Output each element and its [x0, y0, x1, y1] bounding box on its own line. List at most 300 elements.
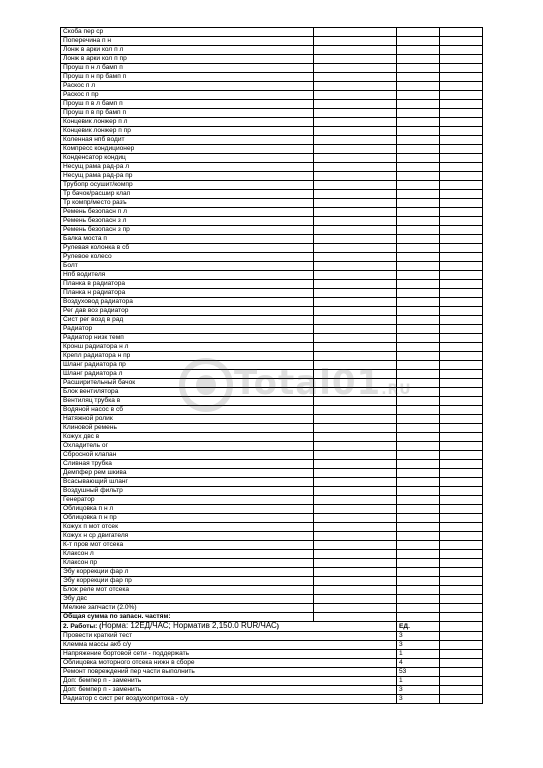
- part-cell: [314, 172, 397, 181]
- part-name: Проуш п н л бамп п: [61, 64, 314, 73]
- part-name: Лонж в арки кол п пр: [61, 55, 314, 64]
- part-cell: [397, 595, 440, 604]
- part-cell: [314, 478, 397, 487]
- part-cell: [397, 190, 440, 199]
- part-cell: [314, 352, 397, 361]
- part-name: Коленная нпб водит: [61, 136, 314, 145]
- part-cell: [397, 199, 440, 208]
- part-cell: [314, 64, 397, 73]
- part-cell: [397, 469, 440, 478]
- part-cell: [397, 172, 440, 181]
- part-cell: [314, 325, 397, 334]
- part-name: Нпб водителя: [61, 271, 314, 280]
- part-cell: [314, 28, 397, 37]
- part-cell: [397, 208, 440, 217]
- part-cell: [314, 127, 397, 136]
- part-cell: [397, 586, 440, 595]
- part-cell: [314, 37, 397, 46]
- part-name: Компресс кондиционер: [61, 145, 314, 154]
- part-cell: [397, 568, 440, 577]
- part-cell: [397, 388, 440, 397]
- part-cell: [314, 199, 397, 208]
- part-name: Кожух н ср двигателя: [61, 532, 314, 541]
- part-name: Кожух двс в: [61, 433, 314, 442]
- part-row: [61, 136, 483, 145]
- part-row: [61, 280, 483, 289]
- part-name: Рулевое колесо: [61, 253, 314, 262]
- part-name: Конденсатор кондиц: [61, 154, 314, 163]
- part-cell: [440, 361, 483, 370]
- part-name: Клаксон пр: [61, 559, 314, 568]
- part-name: Болт: [61, 262, 314, 271]
- part-row: [61, 253, 483, 262]
- part-row: [61, 190, 483, 199]
- parts-rows: [61, 28, 483, 613]
- part-cell: [440, 451, 483, 460]
- work-units: 4: [397, 659, 440, 668]
- part-cell: [440, 550, 483, 559]
- part-cell: [314, 109, 397, 118]
- part-cell: [440, 460, 483, 469]
- part-row: [61, 82, 483, 91]
- part-name: Раскос п пр: [61, 91, 314, 100]
- part-cell: [440, 487, 483, 496]
- part-cell: [440, 199, 483, 208]
- part-cell: [314, 334, 397, 343]
- part-cell: [314, 316, 397, 325]
- part-cell: [440, 109, 483, 118]
- part-row: [61, 325, 483, 334]
- part-row: [61, 37, 483, 46]
- part-cell: [397, 298, 440, 307]
- work-cell: [440, 650, 483, 659]
- work-cell: [440, 695, 483, 704]
- part-name: Сбросной клапан: [61, 451, 314, 460]
- part-row: [61, 127, 483, 136]
- part-cell: [314, 568, 397, 577]
- part-cell: [440, 523, 483, 532]
- part-cell: [397, 226, 440, 235]
- part-row: [61, 514, 483, 523]
- part-cell: [314, 523, 397, 532]
- part-cell: [397, 136, 440, 145]
- part-cell: [397, 262, 440, 271]
- part-cell: [397, 433, 440, 442]
- part-row: [61, 361, 483, 370]
- part-name: Ремень безопасн з л: [61, 217, 314, 226]
- work-units: 53: [397, 668, 440, 677]
- part-cell: [314, 577, 397, 586]
- part-name: Эбу двс: [61, 595, 314, 604]
- part-name: Трубопр осушит/компр: [61, 181, 314, 190]
- part-cell: [397, 505, 440, 514]
- part-cell: [440, 226, 483, 235]
- part-cell: [397, 487, 440, 496]
- part-name: Ремень безопасн п л: [61, 208, 314, 217]
- part-cell: [440, 37, 483, 46]
- part-cell: [314, 100, 397, 109]
- part-name: Планка в радиатора: [61, 280, 314, 289]
- part-cell: [397, 181, 440, 190]
- part-name: Шланг радиатора пр: [61, 361, 314, 370]
- part-cell: [314, 235, 397, 244]
- work-row: [61, 686, 483, 695]
- works-section-title: 2. Работы: (Норма: 12ЕД/ЧАС; Норматив 2,150.0 RUR/ЧАС): [61, 622, 397, 632]
- part-cell: [314, 424, 397, 433]
- works-section-header: [61, 622, 483, 632]
- part-cell: [440, 181, 483, 190]
- part-row: [61, 55, 483, 64]
- part-name: Несущ рама рад-ра пр: [61, 172, 314, 181]
- part-row: [61, 298, 483, 307]
- part-row: [61, 181, 483, 190]
- part-cell: [314, 163, 397, 172]
- part-cell: [397, 280, 440, 289]
- work-units: 3: [397, 632, 440, 641]
- part-name: Крепл радиатора н пр: [61, 352, 314, 361]
- part-name: Лонж в арки кол п л: [61, 46, 314, 55]
- part-cell: [440, 289, 483, 298]
- part-cell: [314, 226, 397, 235]
- part-row: [61, 28, 483, 37]
- part-cell: [440, 235, 483, 244]
- part-cell: [314, 514, 397, 523]
- part-cell: [397, 406, 440, 415]
- part-row: [61, 496, 483, 505]
- part-row: [61, 460, 483, 469]
- part-name: Концевик лонжер п пр: [61, 127, 314, 136]
- part-cell: [397, 307, 440, 316]
- part-cell: [440, 298, 483, 307]
- part-row: [61, 91, 483, 100]
- part-cell: [440, 595, 483, 604]
- part-cell: [397, 460, 440, 469]
- part-cell: [397, 397, 440, 406]
- part-row: [61, 505, 483, 514]
- work-row: [61, 695, 483, 704]
- work-units: 3: [397, 695, 440, 704]
- part-cell: [314, 541, 397, 550]
- part-row: [61, 379, 483, 388]
- part-row: [61, 388, 483, 397]
- part-cell: [440, 406, 483, 415]
- part-cell: [440, 28, 483, 37]
- work-row: [61, 650, 483, 659]
- part-cell: [397, 370, 440, 379]
- work-units: 1: [397, 650, 440, 659]
- part-cell: [440, 532, 483, 541]
- part-name: Радиатор низк темп: [61, 334, 314, 343]
- part-cell: [314, 46, 397, 55]
- part-cell: [397, 442, 440, 451]
- work-cell: [440, 686, 483, 695]
- part-cell: [397, 217, 440, 226]
- part-name: Эбу коррекции фар л: [61, 568, 314, 577]
- part-cell: [314, 406, 397, 415]
- part-cell: [440, 271, 483, 280]
- part-cell: [440, 397, 483, 406]
- part-name: Расширительный бачок: [61, 379, 314, 388]
- part-cell: [440, 253, 483, 262]
- part-name: Тр компр/место разъ: [61, 199, 314, 208]
- part-cell: [314, 307, 397, 316]
- part-cell: [314, 181, 397, 190]
- part-cell: [440, 469, 483, 478]
- part-name: Воздушный фильтр: [61, 487, 314, 496]
- part-cell: [314, 55, 397, 64]
- part-name: Всасывающий шланг: [61, 478, 314, 487]
- part-name: Облицовка п н пр: [61, 514, 314, 523]
- works-norma: Норма: 12ЕД/ЧАС; Норматив 2,150.0 RUR/ЧАС: [101, 621, 277, 630]
- part-cell: [314, 154, 397, 163]
- part-cell: [314, 415, 397, 424]
- part-cell: [397, 64, 440, 73]
- part-name: Блок вентилятора: [61, 388, 314, 397]
- part-cell: [397, 415, 440, 424]
- works-rows: [61, 632, 483, 704]
- work-name: Провести краткий тест: [61, 632, 397, 641]
- part-cell: [397, 82, 440, 91]
- part-row: [61, 217, 483, 226]
- part-row: [61, 64, 483, 73]
- part-cell: [397, 253, 440, 262]
- part-name: Сист рег возд в рад: [61, 316, 314, 325]
- part-cell: [440, 163, 483, 172]
- part-row: [61, 442, 483, 451]
- part-name: К-т пров мот отсека: [61, 541, 314, 550]
- work-name: Доп: бемпер п - заменить: [61, 686, 397, 695]
- part-cell: [440, 352, 483, 361]
- work-units: 3: [397, 686, 440, 695]
- part-cell: [314, 361, 397, 370]
- part-cell: [440, 568, 483, 577]
- part-cell: [397, 514, 440, 523]
- part-row: [61, 343, 483, 352]
- part-cell: [440, 91, 483, 100]
- part-row: [61, 451, 483, 460]
- part-cell: [314, 487, 397, 496]
- part-row: [61, 46, 483, 55]
- part-cell: [314, 397, 397, 406]
- part-cell: [397, 289, 440, 298]
- part-row: [61, 559, 483, 568]
- work-name: Доп: бемпер п - заменить: [61, 677, 397, 686]
- part-cell: [440, 325, 483, 334]
- part-row: [61, 586, 483, 595]
- watermark-text: Total01.RU: [234, 363, 412, 403]
- part-row: [61, 163, 483, 172]
- part-cell: [440, 262, 483, 271]
- part-row: [61, 415, 483, 424]
- part-name: Проуш п в л бамп п: [61, 100, 314, 109]
- part-name: Эбу коррекции фар пр: [61, 577, 314, 586]
- part-cell: [440, 244, 483, 253]
- work-row: [61, 641, 483, 650]
- part-cell: [397, 46, 440, 55]
- part-cell: [314, 82, 397, 91]
- work-name: Радиатор с сист рег воздухопритока - с/у: [61, 695, 397, 704]
- part-cell: [440, 496, 483, 505]
- part-cell: [440, 604, 483, 613]
- part-cell: [440, 64, 483, 73]
- part-cell: [314, 604, 397, 613]
- work-row: [61, 632, 483, 641]
- part-cell: [314, 343, 397, 352]
- part-name: Рулевая колонка в сб: [61, 244, 314, 253]
- work-units: 1: [397, 677, 440, 686]
- part-row: [61, 208, 483, 217]
- part-cell: [314, 289, 397, 298]
- work-name: Облицовка моторного отсека нижн в сборе: [61, 659, 397, 668]
- part-name: Натяжной ролик: [61, 415, 314, 424]
- part-cell: [440, 379, 483, 388]
- estimate-table: [60, 27, 483, 704]
- part-cell: [314, 595, 397, 604]
- parts-total-value: [314, 613, 397, 622]
- part-name: Охладитель ог: [61, 442, 314, 451]
- part-cell: [440, 343, 483, 352]
- work-name: Клемма массы акб с/у: [61, 641, 397, 650]
- work-cell: [440, 632, 483, 641]
- work-cell: [440, 659, 483, 668]
- part-name: Концевик лонжер п л: [61, 118, 314, 127]
- part-cell: [314, 208, 397, 217]
- part-row: [61, 433, 483, 442]
- part-cell: [397, 352, 440, 361]
- part-cell: [440, 334, 483, 343]
- part-cell: [314, 298, 397, 307]
- part-cell: [397, 235, 440, 244]
- part-cell: [397, 604, 440, 613]
- part-cell: [440, 208, 483, 217]
- part-row: [61, 487, 483, 496]
- part-name: Демпфер рем шкива: [61, 469, 314, 478]
- part-row: [61, 100, 483, 109]
- work-row: [61, 677, 483, 686]
- part-row: [61, 262, 483, 271]
- part-row: [61, 73, 483, 82]
- work-cell: [440, 668, 483, 677]
- part-cell: [314, 433, 397, 442]
- part-cell: [314, 460, 397, 469]
- part-row: [61, 109, 483, 118]
- part-cell: [314, 217, 397, 226]
- part-row: [61, 550, 483, 559]
- part-name: Блок реле мот отсека: [61, 586, 314, 595]
- part-row: [61, 541, 483, 550]
- part-cell: [440, 514, 483, 523]
- part-name: Радиатор: [61, 325, 314, 334]
- part-cell: [440, 100, 483, 109]
- part-row: [61, 478, 483, 487]
- part-cell: [314, 559, 397, 568]
- part-row: [61, 271, 483, 280]
- part-name: Клиновой ремень: [61, 424, 314, 433]
- part-cell: [314, 532, 397, 541]
- part-cell: [397, 325, 440, 334]
- work-name: Напряжение бортовой сети - поддержать: [61, 650, 397, 659]
- part-cell: [397, 100, 440, 109]
- part-row: [61, 316, 483, 325]
- part-cell: [314, 505, 397, 514]
- part-cell: [440, 73, 483, 82]
- part-cell: [440, 154, 483, 163]
- part-cell: [397, 559, 440, 568]
- part-cell: [440, 55, 483, 64]
- part-name: Кожух п мот отсек: [61, 523, 314, 532]
- part-cell: [440, 577, 483, 586]
- part-row: [61, 235, 483, 244]
- part-cell: [397, 577, 440, 586]
- works-unit-header: ЕД.: [397, 622, 440, 632]
- part-cell: [314, 379, 397, 388]
- part-name: Проуш п в пр бамп п: [61, 109, 314, 118]
- part-row: [61, 199, 483, 208]
- part-cell: [440, 217, 483, 226]
- work-row: [61, 668, 483, 677]
- part-cell: [314, 244, 397, 253]
- parts-total-label: Общая сумма по запасн. частям:: [61, 613, 314, 622]
- part-name: Облицовка п н л: [61, 505, 314, 514]
- part-cell: [440, 46, 483, 55]
- part-cell: [397, 55, 440, 64]
- part-cell: [397, 127, 440, 136]
- part-row: [61, 568, 483, 577]
- part-cell: [440, 82, 483, 91]
- part-name: Вентиляц трубка в: [61, 397, 314, 406]
- part-row: [61, 424, 483, 433]
- part-row: [61, 523, 483, 532]
- part-cell: [314, 145, 397, 154]
- part-cell: [397, 361, 440, 370]
- part-cell: [314, 451, 397, 460]
- part-cell: [397, 109, 440, 118]
- part-cell: [314, 73, 397, 82]
- part-row: [61, 289, 483, 298]
- part-cell: [397, 451, 440, 460]
- part-row: [61, 334, 483, 343]
- part-cell: [440, 307, 483, 316]
- part-cell: [314, 271, 397, 280]
- part-cell: [314, 442, 397, 451]
- part-cell: [440, 424, 483, 433]
- part-row: [61, 370, 483, 379]
- part-cell: [397, 343, 440, 352]
- part-row: [61, 577, 483, 586]
- part-row: [61, 145, 483, 154]
- part-name: Тр бачок/расшир клап: [61, 190, 314, 199]
- part-row: [61, 397, 483, 406]
- part-cell: [314, 136, 397, 145]
- part-name: Рег дав воз радиатор: [61, 307, 314, 316]
- part-row: [61, 226, 483, 235]
- part-cell: [314, 190, 397, 199]
- part-cell: [440, 388, 483, 397]
- part-cell: [440, 442, 483, 451]
- part-cell: [397, 163, 440, 172]
- part-row: [61, 595, 483, 604]
- part-cell: [397, 379, 440, 388]
- part-cell: [440, 370, 483, 379]
- part-name: Поперечина п н: [61, 37, 314, 46]
- part-row: [61, 154, 483, 163]
- part-name: Балка моста п: [61, 235, 314, 244]
- part-name: Планка н радиатора: [61, 289, 314, 298]
- part-cell: [314, 550, 397, 559]
- part-name: Водяной насос в сб: [61, 406, 314, 415]
- part-cell: [397, 496, 440, 505]
- part-name: Шланг радиатора л: [61, 370, 314, 379]
